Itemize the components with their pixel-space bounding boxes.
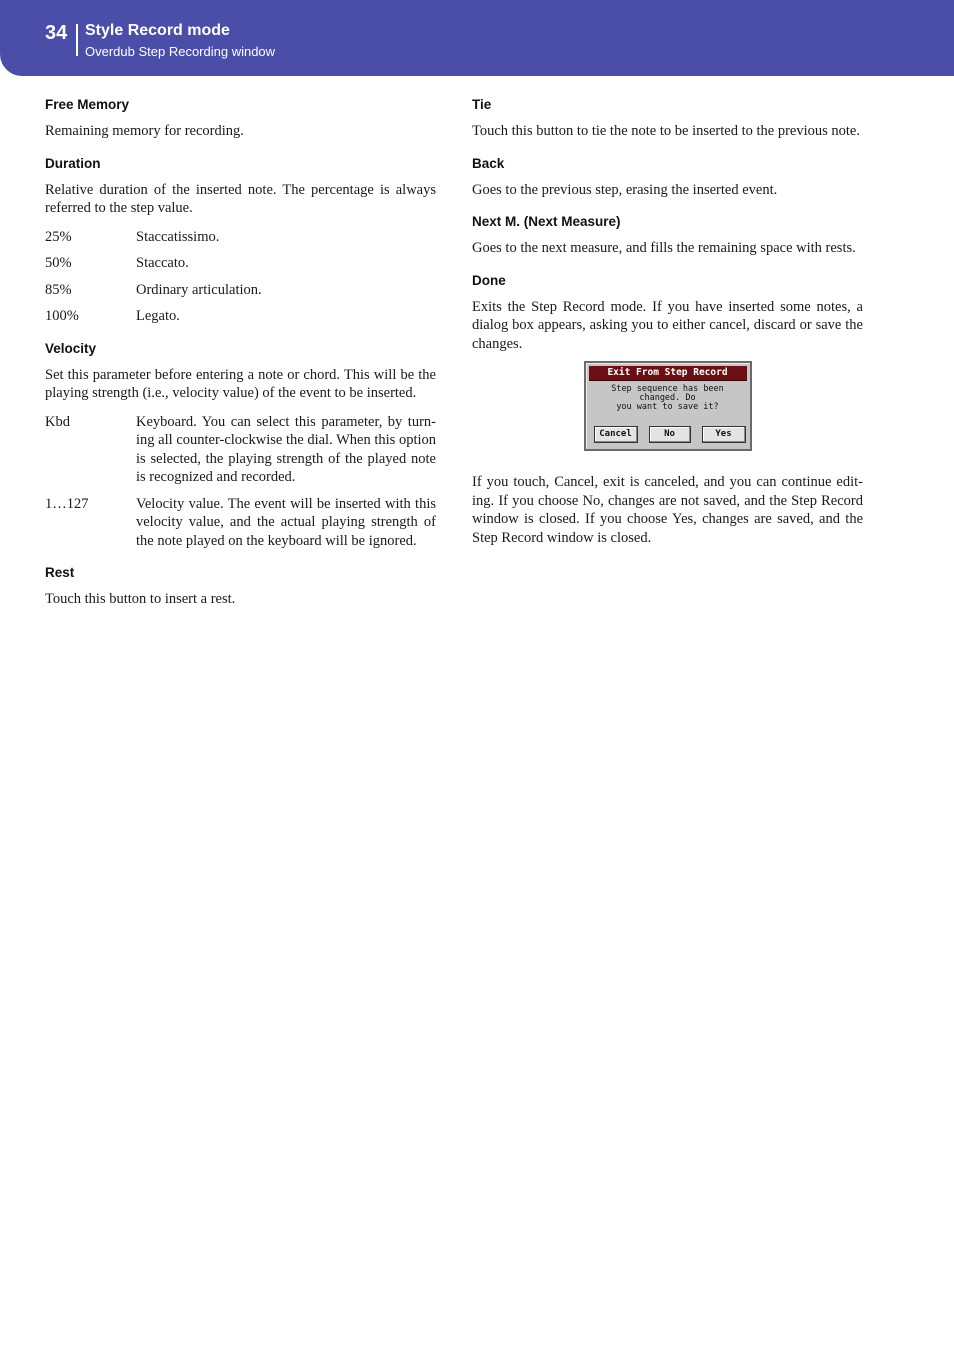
no-button[interactable]: No	[649, 426, 691, 443]
free-memory-text: Remaining memory for recording.	[45, 123, 244, 139]
velocity-term: Kbd	[45, 413, 70, 430]
list-item	[45, 254, 436, 273]
next-measure-heading: Next M. (Next Measure)	[472, 214, 621, 229]
dialog-title: Exit From Step Record	[589, 366, 747, 381]
done-heading: Done	[472, 272, 506, 288]
duration-term: 85%	[45, 281, 72, 298]
velocity-heading: Velocity	[45, 340, 97, 356]
duration-heading: Duration	[45, 155, 101, 171]
dialog-screenshot	[472, 361, 863, 451]
list-item	[45, 228, 436, 247]
done-text: Exits the Step Record mode. If you have inserted some notes, a dialog box appears, asking you to either cancel, discard or save the changes.	[472, 298, 863, 352]
list-item	[45, 495, 436, 551]
tie-heading: Tie	[472, 97, 492, 112]
duration-text: Relative duration of the inserted note. The percentage is always referred to the step value.	[45, 181, 436, 216]
section-subtitle: Overdub Step Recording window	[85, 44, 276, 59]
duration-values-list	[45, 228, 436, 326]
list-item	[45, 307, 436, 326]
duration-term: 50%	[45, 255, 72, 271]
duration-term: 25%	[45, 228, 72, 245]
cancel-button[interactable]: Cancel	[594, 426, 638, 443]
duration-desc: Staccato.	[136, 255, 189, 271]
chapter-title: Style Record mode	[85, 22, 230, 39]
duration-term: 100%	[45, 308, 79, 324]
velocity-values-list	[45, 413, 436, 551]
duration-desc: Staccatissimo.	[136, 228, 220, 245]
back-heading: Back	[472, 155, 505, 171]
left-column	[45, 96, 436, 623]
dialog-message	[590, 385, 746, 412]
list-item	[45, 281, 436, 300]
duration-desc: Ordinary articulation.	[136, 281, 262, 298]
done-followup-text: If you touch, Cancel, exit is canceled, and you can continue editing. If you choose No, changes are not saved, and the Step Record window is closed. If you choose Yes, changes are saved, and the Step Record window is closed.	[472, 474, 863, 546]
dialog-message-line: you want to save it?	[616, 402, 719, 412]
velocity-text: Set this parameter before entering a note or chord. This will be the playing strength (i.e., velocity value) of the event to be inserted.	[45, 366, 436, 401]
tie-text: Touch this button to tie the note to be inserted to the previous note.	[472, 123, 860, 139]
page-number: 34	[45, 22, 68, 44]
next-measure-text: Goes to the next measure, and fills the remaining space with rests.	[472, 240, 856, 256]
rest-heading: Rest	[45, 565, 75, 580]
velocity-desc: Keyboard. You can select this parameter, by turning all counter-clockwise the dial. When this option is selected, the playing strength of the played note is recognized and recorded.	[136, 413, 436, 485]
velocity-desc: Velocity value. The event will be inserted with this velocity value, and the actual playing strength of the note played on the keyboard will be ignored.	[136, 495, 436, 549]
page-header	[0, 0, 954, 76]
rest-text: Touch this button to insert a rest.	[45, 591, 236, 607]
dialog-message-line: Step sequence has been changed. Do	[611, 384, 724, 403]
exit-step-record-dialog	[584, 361, 752, 451]
right-column	[472, 96, 863, 561]
yes-button[interactable]: Yes	[702, 426, 746, 443]
list-item	[45, 413, 436, 487]
header-divider	[76, 24, 78, 56]
free-memory-heading: Free Memory	[45, 97, 130, 112]
back-text: Goes to the previous step, erasing the inserted event.	[472, 181, 778, 198]
duration-desc: Legato.	[136, 308, 180, 324]
velocity-term: 1…127	[45, 495, 89, 512]
